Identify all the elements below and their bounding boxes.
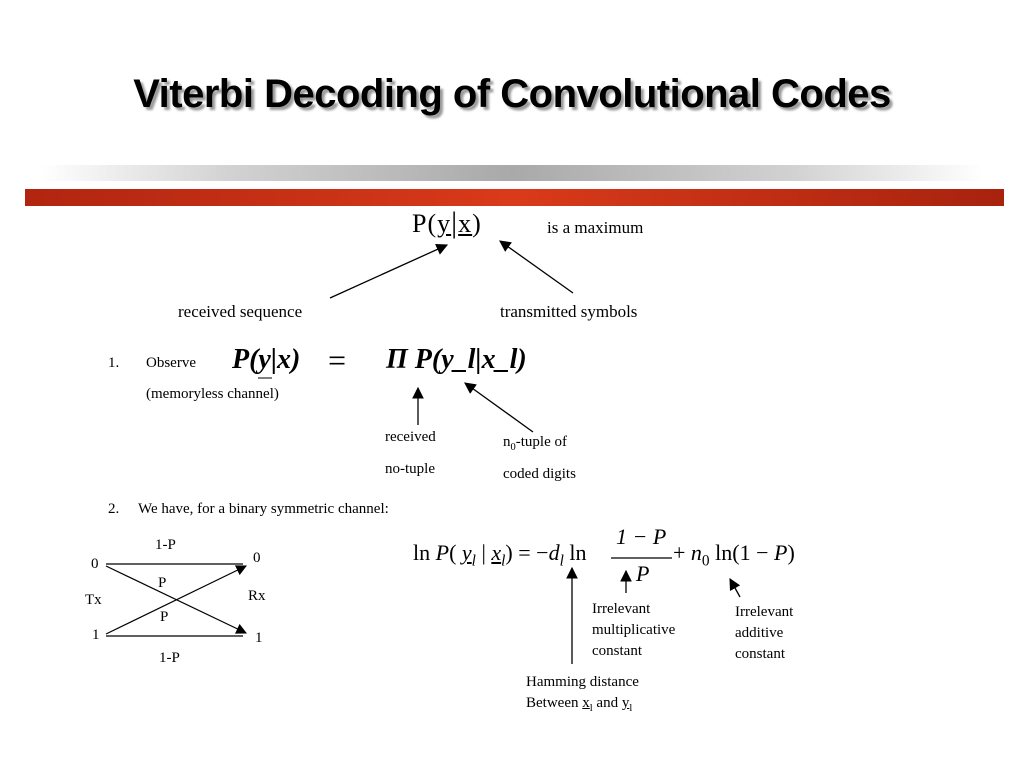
bsc-top-prob: 1-P [155,537,176,553]
top-expr-open: ( [427,209,438,238]
hamming-line1: Hamming distance [526,674,639,690]
eq2-eq-minus: = − [518,540,549,565]
eq2-sub-l1: l [471,552,476,570]
no-tuple-label: no-tuple [385,461,435,477]
irrelevant-add-line2: additive [735,625,784,641]
eq1-rhs-text: Π P(y_l|x_l) [386,344,527,375]
bsc-bottom-prob: 1-P [159,650,180,666]
eq2-P2: P [773,540,788,565]
eq2-fraction-num: 1 − P [616,524,667,549]
hamming-between: Between [526,695,583,711]
eq2-P1: P [435,540,450,565]
n0-rest: -tuple of [515,434,567,450]
hamming-x: x [582,695,590,711]
hamming-xsub: l [589,703,593,714]
top-expr-y: y [437,209,452,238]
bsc-rx-label: Rx [248,588,266,604]
arrow-transmitted-symbols [500,241,573,293]
received-sequence-label: received sequence [178,302,303,321]
eq2-ln1: ln [413,540,431,565]
irrelevant-add-line1: Irrelevant [735,604,794,620]
hamming-and: and [592,695,622,711]
transmitted-symbols-label: transmitted symbols [500,302,638,321]
hamming-ysub: l [629,703,633,714]
coded-digits-label: coded digits [503,466,576,482]
bsc-tx-label: Tx [85,592,102,608]
observe-label: Observe [146,355,196,371]
bsc-output-0: 0 [253,550,261,566]
eq2-ln2: ln [569,540,587,565]
slide-title: Viterbi Decoding of Convolutional Codes [133,72,891,116]
eq2-close: ) [505,540,513,565]
irrelevant-mult-line2: multiplicative [592,622,676,638]
is-maximum-label: is a maximum [547,218,644,237]
bsc-input-0: 0 [91,556,99,572]
eq2-d: d [548,540,560,565]
eq2-ln3: ln(1 − [715,540,774,565]
bsc-output-1: 1 [255,630,263,646]
memoryless-label: (memoryless channel) [146,386,279,402]
eq2-n: n [690,540,702,565]
step1-number: 1. [108,355,120,371]
bsc-cross-p2: P [160,609,169,625]
top-expr-close: ) [472,209,482,238]
top-expr-x: x [458,209,473,238]
arrow-irrelevant-add [730,579,740,597]
eq2-n-sub: 0 [701,552,710,570]
n0-sub: 0 [510,442,516,453]
eq2-pipe: | [481,540,486,565]
arrow-n0-tuple [465,383,533,432]
bsc-input-1: 1 [92,627,100,643]
eq2-y: y [461,540,472,565]
top-expr-p: P [412,209,428,238]
step2-text: We have, for a binary symmetric channel: [138,501,389,517]
eq2-plus: + [673,540,686,565]
eq2-sub-l2: l [501,552,506,570]
step2-number: 2. [108,501,120,517]
arrow-received-sequence [330,245,447,298]
eq2-open: ( [449,540,457,565]
eq2-sub-l3: l [559,552,564,570]
eq1-equals: = [328,342,347,378]
bsc-cross-p1: P [158,575,167,591]
eq2-x: x [491,540,502,565]
top-expr-bar: | [451,206,459,239]
eq1-lhs-text: P(y|x) [232,344,301,375]
irrelevant-mult-line3: constant [592,643,642,659]
irrelevant-mult-line1: Irrelevant [592,601,651,617]
n0-n: n [503,434,511,450]
hamming-y: y [621,695,630,711]
eq2-fraction-den: P [636,561,650,586]
irrelevant-add-line3: constant [735,646,785,662]
eq2-close2: ) [787,540,795,565]
received-label: received [385,429,436,445]
